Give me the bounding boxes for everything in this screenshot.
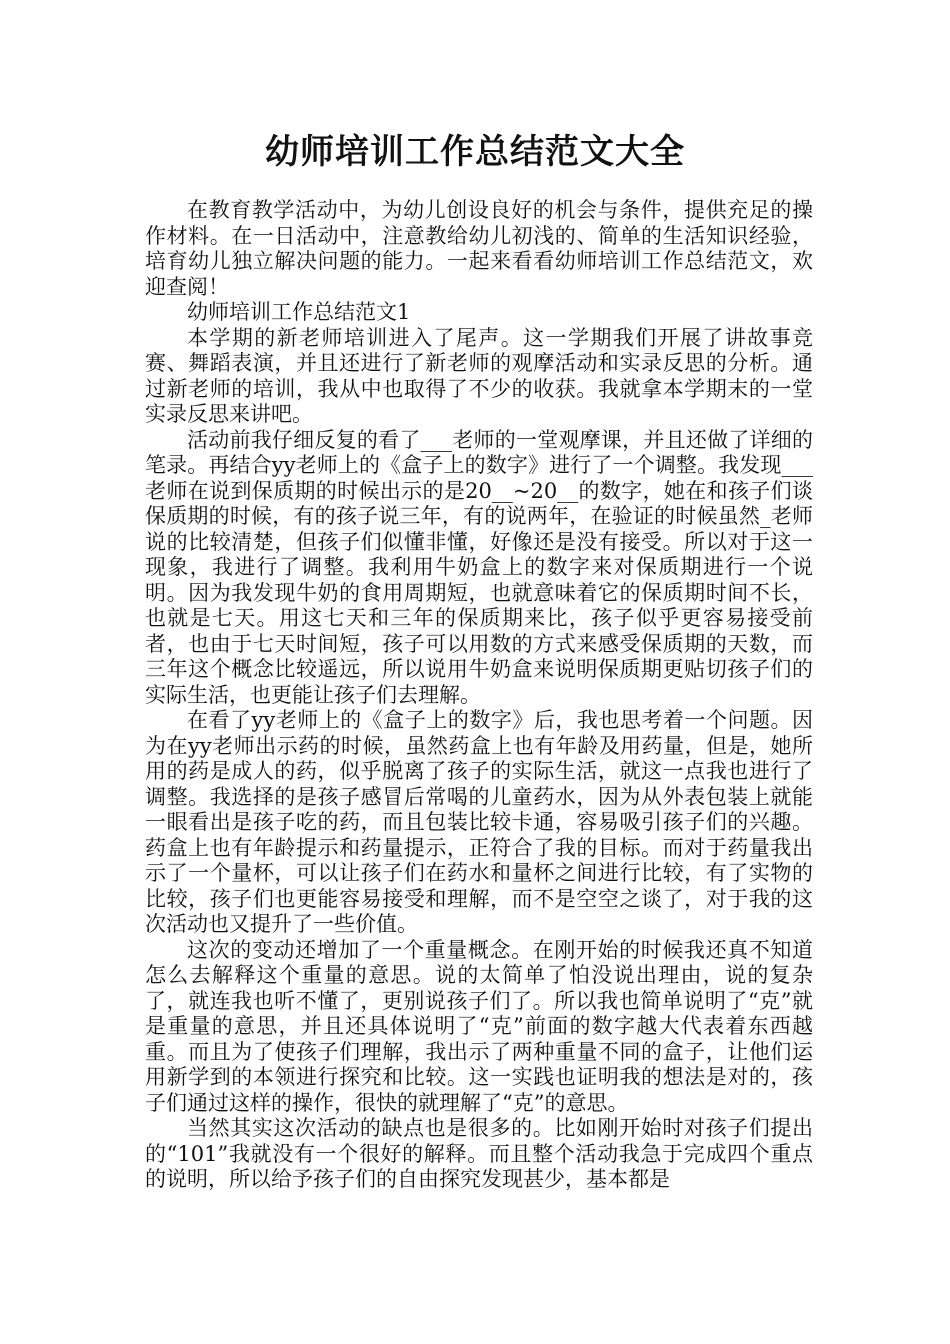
paragraph: 当然其实这次活动的缺点也是很多的。比如刚开始时对孩子们提出的“101”我就没有一个很好的解释。而且整个活动我急于完成四个重点的说明，所以给予孩子们的自由探究发现甚少，基本都是: [145, 1116, 813, 1191]
section-heading: 幼师培训工作总结范文1: [187, 300, 411, 324]
paragraph: 这次的变动还增加了一个重量概念。在刚开始的时候我还真不知道怎么去解释这个重量的意思。说的太简单了怕没说出理由，说的复杂了，就连我也听不懂了，更别说孩子们了。所以我也简单说明了“克”就是重量的意思，并且还具体说明了“克”前面的数字越大代表着东西越重。而且为了使孩子们理解，我出示了两种重量不同的盒子，让他们运用新学到的本领进行探究和比较。这一实践也证明我的想法是对的，孩子们通过这样的操作，很快的就理解了“克”的意思。: [145, 937, 813, 1115]
document-title: 幼师培训工作总结范文大全: [265, 132, 685, 172]
paragraph: 本学期的新老师培训进入了尾声。这一学期我们开展了讲故事竞赛、舞蹈表演，并且还进行了新老师的观摩活动和实录反思的分析。通过新老师的培训，我从中也取得了不少的收获。我就拿本学期末的一堂实录反思来讲吧。: [145, 325, 813, 426]
paragraph-intro: 在教育教学活动中，为幼儿创设良好的机会与条件，提供充足的操作材料。在一日活动中，注意教给幼儿初浅的、简单的生活知识经验，培育幼儿独立解决问题的能力。一起来看看幼师培训工作总结范文，欢迎查阅！: [145, 198, 813, 299]
paragraph: 活动前我仔细反复的看了___老师的一堂观摩课，并且还做了详细的笔录。再结合yy老师上的《盒子上的数字》进行了一个调整。我发现___老师在说到保质期的时候出示的是20__~20__的数字，她在和孩子们谈保质期的时候，有的孩子说三年，有的说两年，在验证的时候虽然_老师说的比较清楚，但孩子们似懂非懂，好像还是没有接受。所以对于这一现象，我进行了调整。我利用牛奶盒上的数字来对保质期进行一个说明。因为我发现牛奶的食用周期短，也就意味着它的保质期时间不长，也就是七天。用这七天和三年的保质期来比，孩子似乎更容易接受前者，也由于七天时间短，孩子可以用数的方式来感受保质期的天数，而三年这个概念比较遥远，所以说用牛奶盒来说明保质期更贴切孩子们的实际生活，也更能让孩子们去理解。: [145, 427, 813, 707]
paragraph: 在看了yy老师上的《盒子上的数字》后，我也思考着一个问题。因为在yy老师出示药的时候，虽然药盒上也有年龄及用药量，但是，她所用的药是成人的药，似乎脱离了孩子的实际生活，就这一点我也进行了调整。我选择的是孩子感冒后常喝的儿童药水，因为从外表包装上就能一眼看出是孩子吃的药，而且包装比较卡通，容易吸引孩子们的兴趣。药盒上也有年龄提示和药量提示，正符合了我的目标。而对于药量我出示了一个量杯，可以让孩子们在药水和量杯之间进行比较，有了实物的比较，孩子们也更能容易接受和理解，而不是空空之谈了，对于我的这次活动也又提升了一些价值。: [145, 708, 813, 936]
document-body: [145, 198, 813, 1193]
